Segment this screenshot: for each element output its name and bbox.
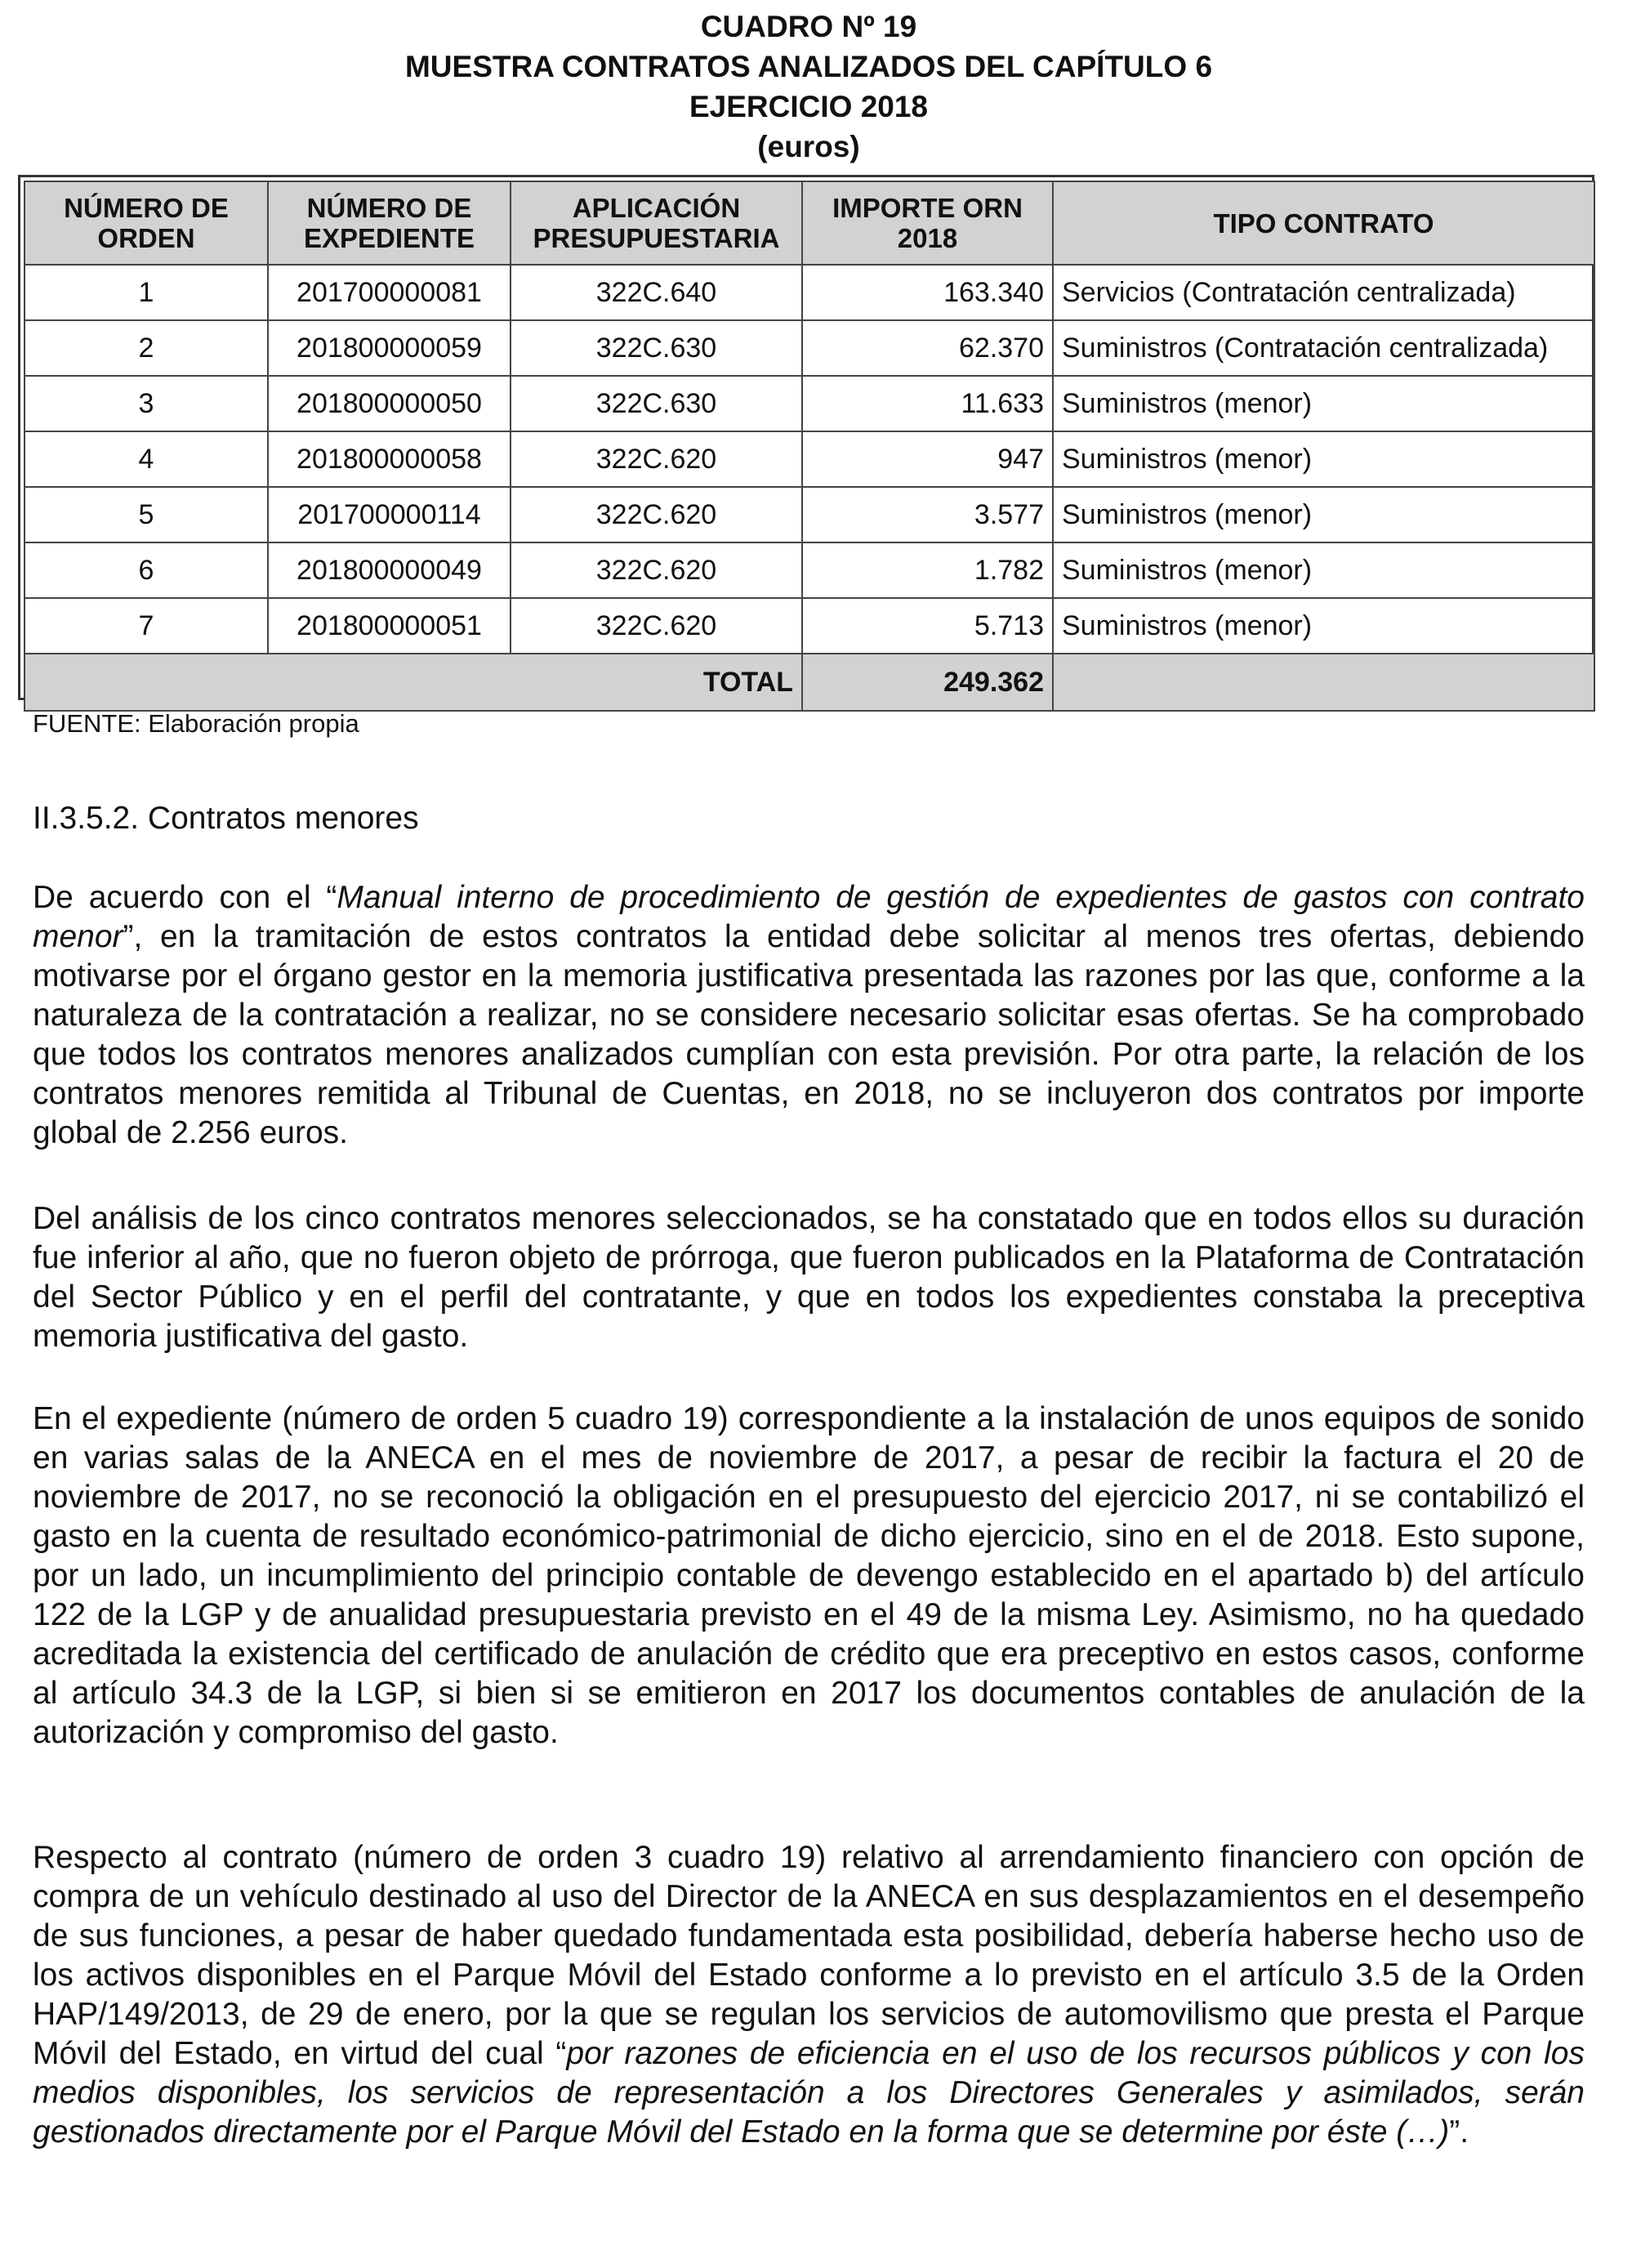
cell-aplicacion: 322C.620 [511, 598, 802, 654]
header-aplicacion: APLICACIÓN PRESUPUESTARIA [511, 181, 802, 265]
cell-aplicacion: 322C.620 [511, 542, 802, 598]
contracts-table [24, 181, 1595, 712]
cell-importe: 163.340 [802, 265, 1053, 320]
cell-tipo: Suministros (menor) [1053, 487, 1594, 542]
cell-orden: 4 [25, 431, 268, 487]
contracts-table-frame [18, 175, 1594, 700]
table-row [25, 431, 1594, 487]
cell-importe: 1.782 [802, 542, 1053, 598]
paragraph-4-text-a: Respecto al contrato (número de orden 3 cuadro 19) relativo al arrendamiento financiero con opción de compra de un vehículo destinado al uso del Director de la ANECA en sus desplazamientos en el desempeño de sus funciones, a pesar de haber quedado fundamentada esta posibilidad, debería haberse hecho uso de los activos disponibles en el Parque Móvil del Estado conforme a lo previsto en el artículo 3.5 de la Orden HAP/149/2013, de 29 de enero, por la que se regulan los servicios de automovilismo que presta el Parque Móvil del Estado, en virtud del cual “ [33, 1840, 1585, 2071]
header-tipo-contrato: TIPO CONTRATO [1053, 181, 1594, 265]
cell-tipo: Suministros (menor) [1053, 376, 1594, 431]
table-row [25, 542, 1594, 598]
paragraph-1-text-b: ”, en la tramitación de estos contratos la entidad debe solicitar al menos tres ofertas, debiendo motivarse por el órgano gestor en la memoria justificativa presentada las razones por las que, conforme a la naturaleza de la contratación a realizar, no se considere necesario solicitar esas ofertas. Se ha comprobado que todos los contratos menores analizados cumplían con esta previsión. Por otra parte, la relación de los contratos menores remitida al Tribunal de Cuentas, en 2018, no se incluyeron dos contratos por importe global de 2.256 euros. [33, 919, 1585, 1150]
cell-importe: 947 [802, 431, 1053, 487]
total-label: TOTAL [511, 654, 802, 711]
cell-expediente: 201800000059 [268, 320, 511, 376]
total-empty-cell [25, 654, 511, 711]
cell-orden: 7 [25, 598, 268, 654]
table-caption [0, 7, 1617, 167]
cell-tipo: Suministros (Contratación centralizada) [1053, 320, 1594, 376]
table-row [25, 376, 1594, 431]
total-value: 249.362 [802, 654, 1053, 711]
paragraph-3-text: En el expediente (número de orden 5 cuadro 19) correspondiente a la instalación de unos equipos de sonido en varias salas de la ANECA en el mes de noviembre de 2017, a pesar de recibir la factura el 20 de noviembre de 2017, no se reconoció la obligación en el presupuesto del ejercicio 2017, ni se contabilizó el gasto en la cuenta de resultado económico-patrimonial de dicho ejercicio, sino en el de 2018. Esto supone, por un lado, un incumplimiento del principio contable de devengo establecido en el apartado b) del artículo 122 de la LGP y de anualidad presupuestaria previsto en el 49 de la misma Ley. Asimismo, no ha quedado acreditada la existencia del certificado de anulación de crédito que era preceptivo en estos casos, conforme al artículo 34.3 de la LGP, si bien si se emitieron en 2017 los documentos contables de anulación de la autorización y compromiso del gasto. [33, 1401, 1585, 1750]
table-row [25, 320, 1594, 376]
caption-number: CUADRO Nº 19 [700, 10, 917, 43]
header-numero-expediente: NÚMERO DE EXPEDIENTE [268, 181, 511, 265]
cell-orden: 3 [25, 376, 268, 431]
cell-aplicacion: 322C.620 [511, 431, 802, 487]
section-heading: II.3.5.2. Contratos menores [33, 801, 419, 836]
cell-importe: 5.713 [802, 598, 1053, 654]
cell-tipo: Suministros (menor) [1053, 431, 1594, 487]
cell-orden: 2 [25, 320, 268, 376]
cell-tipo: Suministros (menor) [1053, 542, 1594, 598]
cell-importe: 62.370 [802, 320, 1053, 376]
cell-tipo: Servicios (Contratación centralizada) [1053, 265, 1594, 320]
cell-expediente: 201700000081 [268, 265, 511, 320]
header-numero-orden: NÚMERO DE ORDEN [25, 181, 268, 265]
cell-aplicacion: 322C.620 [511, 487, 802, 542]
paragraph-1-quote: Manual interno de procedimiento de gestión de expedientes de gastos con contrato menor [33, 880, 1585, 954]
paragraph-1-text-a: De acuerdo con el “ [33, 880, 337, 915]
paragraph-2-text: Del análisis de los cinco contratos menores seleccionados, se ha constatado que en todos ellos su duración fue inferior al año, que no fueron objeto de prórroga, que fueron publicados en la Plataforma de Contratación del Sector Público y en el perfil del contratante, y que en todos los expedientes constaba la preceptiva memoria justificativa del gasto. [33, 1201, 1585, 1354]
caption-units: (euros) [757, 130, 860, 163]
paragraph-2 [33, 1199, 1585, 1356]
cell-expediente: 201800000058 [268, 431, 511, 487]
cell-importe: 3.577 [802, 487, 1053, 542]
cell-tipo: Suministros (menor) [1053, 598, 1594, 654]
table-source-note: FUENTE: Elaboración propia [33, 709, 359, 738]
cell-importe: 11.633 [802, 376, 1053, 431]
header-importe: IMPORTE ORN 2018 [802, 181, 1053, 265]
cell-expediente: 201800000049 [268, 542, 511, 598]
caption-title: MUESTRA CONTRATOS ANALIZADOS DEL CAPÍTULO 6 [404, 50, 1213, 83]
total-empty-type-cell [1053, 654, 1594, 711]
table-row [25, 487, 1594, 542]
paragraph-3 [33, 1400, 1585, 1752]
table-row [25, 598, 1594, 654]
cell-orden: 1 [25, 265, 268, 320]
paragraph-4-text-b: ”. [1449, 2114, 1469, 2150]
cell-aplicacion: 322C.640 [511, 265, 802, 320]
paragraph-4 [33, 1838, 1585, 2152]
cell-orden: 6 [25, 542, 268, 598]
table-total-row [25, 654, 1594, 711]
caption-year: EJERCICIO 2018 [689, 90, 929, 123]
table-row [25, 265, 1594, 320]
cell-expediente: 201700000114 [268, 487, 511, 542]
cell-expediente: 201800000051 [268, 598, 511, 654]
paragraph-4-quote: por razones de eficiencia en el uso de los recursos públicos y con los medios disponibles, los servicios de representación a los Directores Generales y asimilados, serán gestionados directamente por el Parque Móvil del Estado en la forma que se determine por éste (…) [33, 2036, 1585, 2150]
cell-expediente: 201800000050 [268, 376, 511, 431]
cell-aplicacion: 322C.630 [511, 376, 802, 431]
cell-orden: 5 [25, 487, 268, 542]
paragraph-1 [33, 878, 1585, 1153]
table-header-row [25, 181, 1594, 265]
cell-aplicacion: 322C.630 [511, 320, 802, 376]
